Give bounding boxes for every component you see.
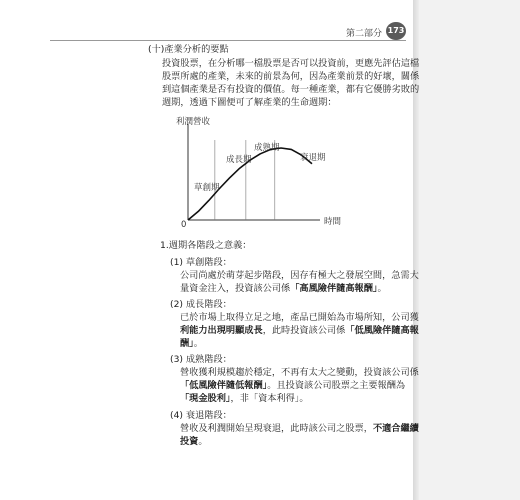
stage-body-line xyxy=(180,379,405,392)
text-segment: 已於市場上取得立足之地，產品已開始為市場所知，公司獲 xyxy=(180,312,419,323)
stage-body-line xyxy=(180,435,208,448)
page-header xyxy=(300,24,410,40)
page-number-badge: 173 xyxy=(386,22,406,40)
bold-text-segment: 「高風險伴隨高報酬」 xyxy=(290,283,378,294)
stage-body-line xyxy=(180,337,203,350)
intro-line: 投資股票，在分析哪一檔股票是否可以投資前，更應先評估這檔 xyxy=(162,58,420,69)
header-title: 第二部分 xyxy=(346,29,383,39)
lifecycle-chart xyxy=(168,110,368,232)
stage-body-line xyxy=(180,324,419,337)
text-segment: 營收獲利規模趨於穩定，不再有太大之變動，投資該公司係 xyxy=(180,367,419,378)
stage-title: (4) 衰退階段： xyxy=(170,410,232,421)
bold-text-segment: 不適合繼續 xyxy=(372,423,419,434)
x-axis-label: 時間 xyxy=(324,217,342,227)
y-axis-label: 利潤營收 xyxy=(176,117,211,127)
origin-label: 0 xyxy=(181,220,187,230)
text-segment: 。 xyxy=(193,338,203,349)
section-heading: (十)產業分析的要點 xyxy=(148,44,229,55)
intro-line: 到這個產業是否有投資的價值。每一種產業，都有它優勝劣敗的 xyxy=(162,84,420,95)
bold-text-segment: 利能力出現明顯成長 xyxy=(180,325,263,336)
text-segment: ，此時投資該公司係 xyxy=(262,325,346,336)
bold-text-segment: 「低風險伴隨低報酬」 xyxy=(180,380,268,391)
stage-label-decline: 衰退期 xyxy=(300,153,326,163)
bold-text-segment: 投資 xyxy=(180,436,199,447)
bold-text-segment: 酬」 xyxy=(180,338,194,349)
text-segment: 營收及利潤開始呈現衰退，此時該公司之股票， xyxy=(180,423,373,434)
text-segment: 量資金注入，投資該公司係 xyxy=(180,283,291,294)
stage-body-line xyxy=(180,311,419,324)
text-segment: 。 xyxy=(377,283,387,294)
stage-title: (1) 草創階段： xyxy=(170,257,232,268)
intro-line: 週期，透過下圖便可了解產業的生命週期： xyxy=(162,97,337,108)
stage-label-growth: 成長期 xyxy=(226,155,252,165)
intro-line: 股票所處的產業，未來的前景為何，因為產業前景的好壞，關係 xyxy=(162,71,420,82)
stage-body-line xyxy=(180,269,419,282)
stage-body-line xyxy=(180,282,387,295)
bold-text-segment: 「現金股利」 xyxy=(180,393,231,404)
text-segment: 。 xyxy=(198,436,208,447)
stage-body-line xyxy=(180,422,419,435)
bold-text-segment: 「低風險伴隨高報 xyxy=(345,325,419,336)
text-segment: 。且投資該公司股票之主要報酬為 xyxy=(267,380,406,391)
text-segment: ，非「資本利得」。 xyxy=(230,393,309,404)
header-rule xyxy=(50,40,406,41)
stage-body-line xyxy=(180,366,419,379)
stage-label-startup: 草創期 xyxy=(194,183,220,193)
explanation-heading: 1.週期各階段之意義： xyxy=(160,240,252,251)
page-margin-strip xyxy=(413,0,520,500)
stage-title: (3) 成熟階段： xyxy=(170,354,232,365)
stage-label-maturity: 成熟期 xyxy=(254,143,280,153)
text-segment: 公司尚處於萌芽起步階段，因存有極大之發展空間，急需大 xyxy=(180,270,419,281)
stage-title: (2) 成長階段： xyxy=(170,299,232,310)
stage-body-line xyxy=(180,392,309,405)
